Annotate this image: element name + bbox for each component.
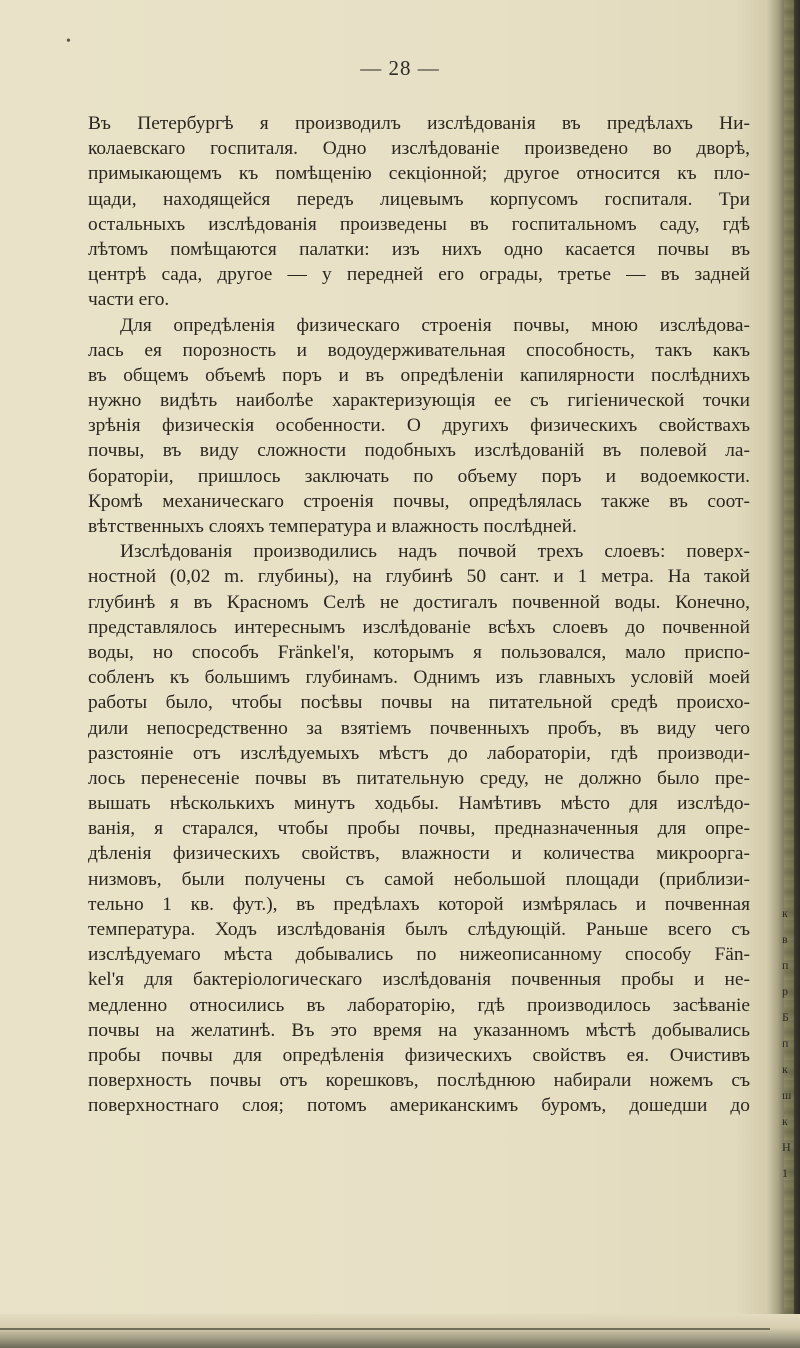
- text-line: медленно относились въ лабораторію, гдѣ производилось засѣваніе: [88, 994, 750, 1016]
- text-line: остальныхъ изслѣдованія произведены въ госпитальномъ саду, гдѣ: [88, 213, 750, 235]
- text-line: дили непосредственно за взятіемъ почвенныхъ пробъ, въ виду чего: [88, 717, 750, 739]
- text-line: примыкающемъ къ помѣщенію секціонной; другое относится къ пло-: [88, 163, 750, 185]
- text-line: собленъ къ большимъ глубинамъ. Однимъ изъ главныхъ условій моей: [88, 667, 750, 689]
- margin-fragment: к: [782, 1114, 788, 1128]
- text-line: центрѣ сада, другое — у передней его ограды, третье — въ задней: [88, 264, 750, 286]
- margin-fragment: Б: [782, 1010, 789, 1024]
- text-line: вышать нѣсколькихъ минутъ ходьбы. Намѣтивъ мѣсто для изслѣдо-: [88, 793, 750, 815]
- text-line: дѣленія физическихъ свойствъ, влажности и количества микроорга-: [88, 843, 750, 865]
- text-line: поверхность почвы отъ корешковъ, послѣднюю набирали ножемъ съ: [88, 1070, 750, 1092]
- text-line: температура. Ходъ изслѣдованія былъ слѣдующій. Раньше всего съ: [88, 919, 750, 940]
- text-line: пробы почвы для опредѣленія физическихъ свойствъ ея. Очистивъ: [88, 1044, 750, 1066]
- text-line: Кромѣ механическаго строенія почвы, опредѣлялась также въ соот-: [88, 490, 750, 512]
- text-line: Изслѣдованія производились надъ почвой трехъ слоевъ: поверх-: [120, 541, 750, 563]
- print-mark: •: [66, 34, 71, 49]
- text-line: тельно 1 кв. фут.), въ предѣлахъ которой измѣрялась и почвенная: [88, 893, 750, 915]
- text-line: работы было, чтобы посѣвы почвы на питательной средѣ происхо-: [88, 692, 750, 714]
- text-line: лась ея порозность и водоудерживательная способность, такъ какъ: [88, 339, 750, 361]
- margin-fragment: Н: [782, 1140, 791, 1154]
- margin-fragment: п: [782, 958, 789, 972]
- text-line: части его.: [88, 289, 170, 311]
- margin-fragment: к: [782, 906, 788, 920]
- text-line: разстояніе отъ изслѣдуемыхъ мѣстъ до лабораторіи, гдѣ производи-: [88, 742, 750, 764]
- margin-fragment: п: [782, 1036, 789, 1050]
- text-line: ванія, я старался, чтобы пробы почвы, предназначенныя для опре-: [88, 818, 750, 840]
- margin-fragment: в: [782, 932, 788, 946]
- text-line: поверхностнаго слоя; потомъ американскимъ буромъ, дошедши до: [88, 1095, 750, 1117]
- text-line: изслѣдуемаго мѣста добывались по нижеописанному способу Fän-: [88, 944, 750, 966]
- margin-fragment: 1: [782, 1166, 788, 1180]
- margin-fragment: ш: [782, 1088, 792, 1102]
- text-line: зрѣнія физическія особенности. О другихъ физическихъ свойствахъ: [88, 415, 750, 437]
- margin-fragment: р: [782, 984, 788, 998]
- text-line: низмовъ, были получены съ самой небольшой площади (приблизи-: [88, 868, 750, 890]
- text-line: лось перенесеніе почвы въ питательную среду, не должно было пре-: [88, 767, 750, 789]
- text-line: почвы, въ виду сложности подобныхъ изслѣдованій въ полевой ла-: [88, 440, 750, 462]
- page-bottom-edge: [0, 1314, 800, 1348]
- text-line: глубинѣ я въ Красномъ Селѣ не достигалъ почвенной воды. Конечно,: [88, 591, 750, 613]
- text-line: ностной (0,02 m. глубины), на глубинѣ 50 сант. и 1 метра. На такой: [88, 566, 750, 588]
- text-line: почвы на желатинѣ. Въ это время на указанномъ мѣстѣ добывались: [88, 1019, 750, 1041]
- text-line: Для опредѣленія физическаго строенія почвы, мною изслѣдова-: [120, 314, 750, 336]
- text-line: нужно видѣть наиболѣе характеризующія ее съ гигіенической точки: [88, 390, 750, 412]
- margin-fragment: к: [782, 1062, 788, 1076]
- text-line: вѣтственныхъ слояхъ температура и влажность послѣдней.: [88, 516, 577, 537]
- bottom-rule: [0, 1328, 770, 1330]
- text-line: щади, находящейся передъ лицевымъ корпусомъ госпиталя. Три: [88, 188, 750, 210]
- text-line: лѣтомъ помѣщаются палатки: изъ нихъ одно касается почвы въ: [88, 238, 750, 260]
- text-line: Въ Петербургѣ я производилъ изслѣдованія въ предѣлахъ Ни-: [88, 113, 750, 134]
- adjacent-page-fragments: [782, 900, 796, 1186]
- text-line: kel'я для бактеріологическаго изслѣдованія почвенныя пробы и не-: [88, 969, 750, 991]
- text-line: бораторіи, пришлось заключать по объему поръ и водоемкости.: [88, 465, 750, 487]
- text-line: воды, но способъ Fränkel'я, которымъ я пользовался, мало приспо-: [88, 641, 750, 663]
- page-number: — 28 —: [360, 56, 440, 80]
- text-line: колаевскаго госпиталя. Одно изслѣдованіе произведено во дворѣ,: [88, 138, 750, 160]
- body-text: [88, 111, 750, 1119]
- text-line: представлялось интереснымъ изслѣдованіе всѣхъ слоевъ до почвенной: [88, 616, 750, 638]
- text-line: въ общемъ объемѣ поръ и въ опредѣленіи капилярности послѣднихъ: [88, 364, 750, 386]
